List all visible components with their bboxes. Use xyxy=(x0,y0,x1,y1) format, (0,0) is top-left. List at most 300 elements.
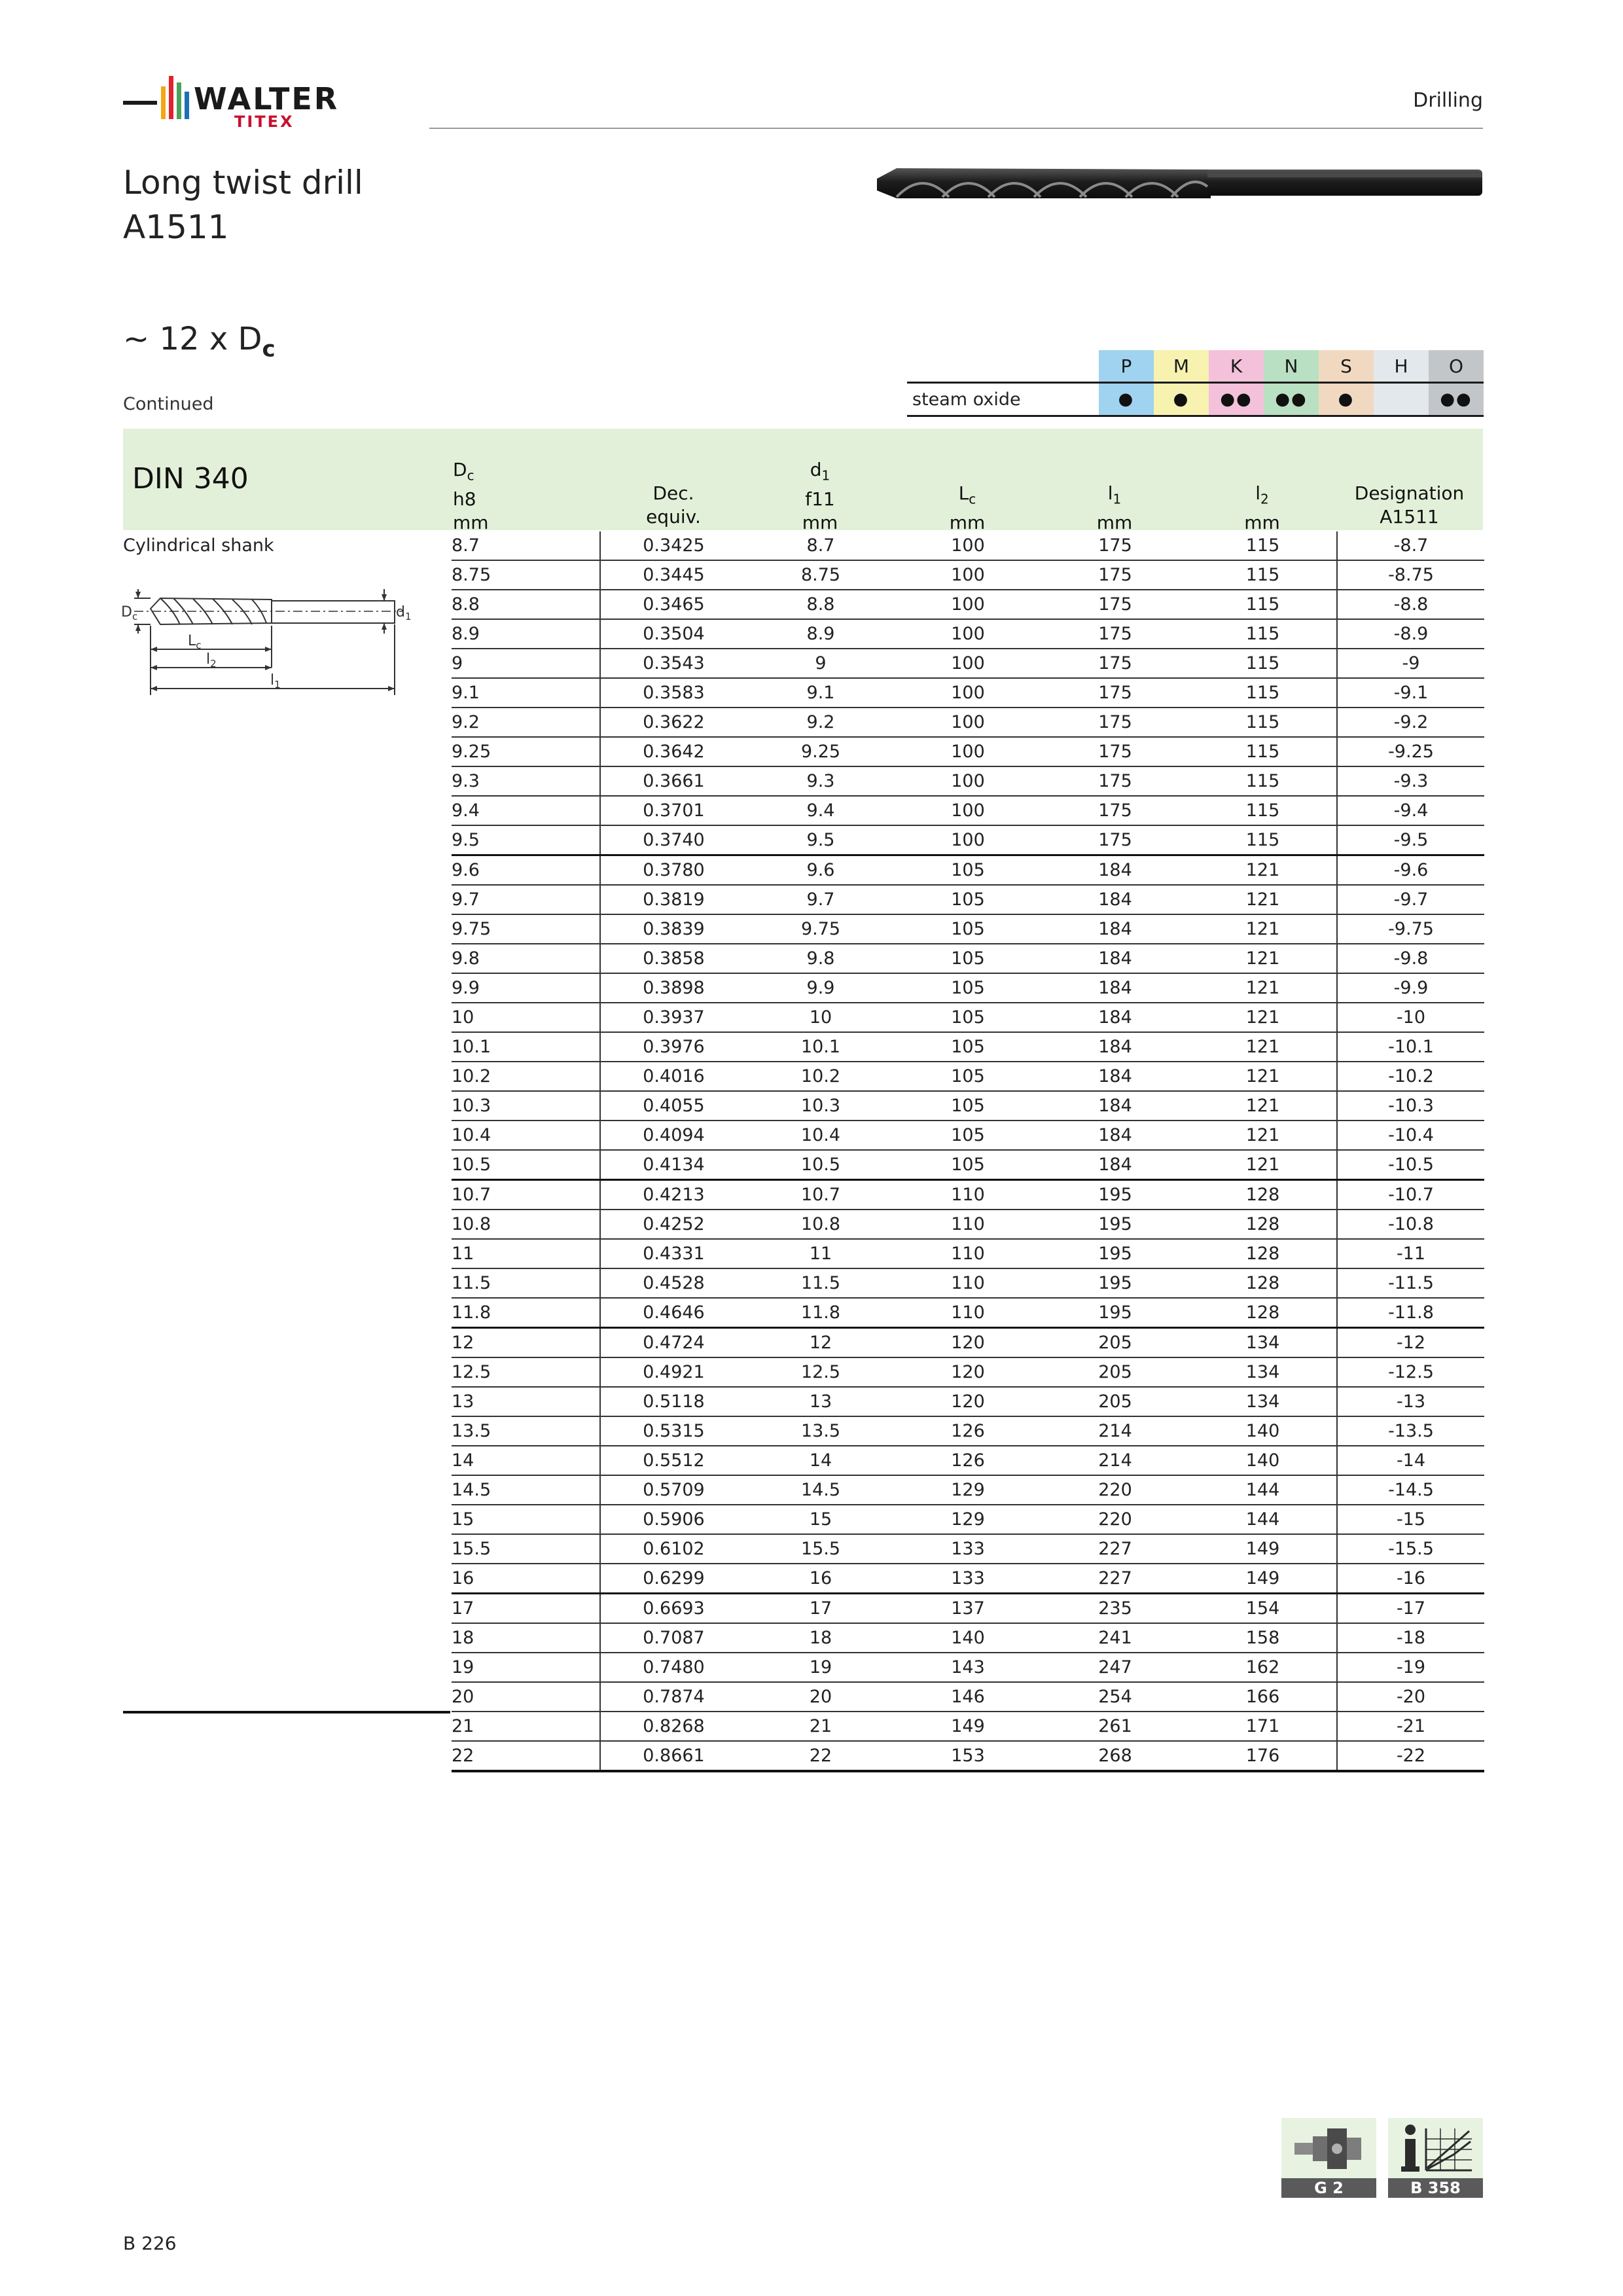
lc-cell: 100 xyxy=(895,590,1041,619)
l2-cell: 121 xyxy=(1189,855,1337,886)
l1-cell: 175 xyxy=(1041,825,1189,855)
dc-cell: 9.3 xyxy=(452,766,600,796)
lc-cell: 110 xyxy=(895,1239,1041,1268)
dc-cell: 9.5 xyxy=(452,825,600,855)
dc-cell: 9.1 xyxy=(452,678,600,708)
designation-cell: -20 xyxy=(1337,1682,1484,1712)
table-row xyxy=(452,737,1484,766)
l1-cell: 175 xyxy=(1041,708,1189,737)
dec-equiv-cell: 0.5512 xyxy=(600,1446,747,1475)
l2-cell: 115 xyxy=(1189,649,1337,678)
l1-cell: 214 xyxy=(1041,1416,1189,1446)
l1-cell: 184 xyxy=(1041,1150,1189,1180)
material-h-header: H xyxy=(1374,350,1429,383)
dec-equiv-cell: 0.7874 xyxy=(600,1682,747,1712)
dec-equiv-cell: 0.3839 xyxy=(600,914,747,944)
designation-cell: -9.9 xyxy=(1337,973,1484,1003)
table-row xyxy=(452,944,1484,973)
l2-cell: 149 xyxy=(1189,1564,1337,1594)
ref-g2[interactable]: G 2 xyxy=(1281,2118,1376,2198)
dc-cell: 14 xyxy=(452,1446,600,1475)
l1-cell: 184 xyxy=(1041,1121,1189,1150)
standard-label: DIN 340 xyxy=(132,462,249,495)
dec-equiv-cell: 0.3425 xyxy=(600,531,747,560)
lc-cell: 105 xyxy=(895,944,1041,973)
d1-cell: 19 xyxy=(747,1653,895,1682)
lc-cell: 100 xyxy=(895,619,1041,649)
l2-cell: 115 xyxy=(1189,531,1337,560)
header-l1: $l_1$ mm xyxy=(1096,482,1133,533)
l2-cell: 115 xyxy=(1189,708,1337,737)
lc-cell: 100 xyxy=(895,649,1041,678)
d1-cell: 15 xyxy=(747,1505,895,1534)
dc-cell: 21 xyxy=(452,1712,600,1741)
l1-cell: 205 xyxy=(1041,1357,1189,1387)
l1-cell: 175 xyxy=(1041,560,1189,590)
designation-cell: -16 xyxy=(1337,1564,1484,1594)
header-l2: $l_2$ mm xyxy=(1244,482,1280,533)
continued-label: Continued xyxy=(123,394,214,414)
dec-equiv-cell: 0.4055 xyxy=(600,1091,747,1121)
d1-cell: 10.2 xyxy=(747,1062,895,1091)
material-s-header: S xyxy=(1319,350,1374,383)
l2-cell: 121 xyxy=(1189,1121,1337,1150)
lc-cell: 100 xyxy=(895,560,1041,590)
designation-cell: -10.2 xyxy=(1337,1062,1484,1091)
d1-cell: 9.3 xyxy=(747,766,895,796)
l1-cell: 268 xyxy=(1041,1741,1189,1771)
l1-cell: 184 xyxy=(1041,1003,1189,1032)
dc-cell: 19 xyxy=(452,1653,600,1682)
dec-equiv-cell: 0.5709 xyxy=(600,1475,747,1505)
l2-cell: 144 xyxy=(1189,1505,1337,1534)
material-n-rating: ●● xyxy=(1264,383,1319,416)
table-row xyxy=(452,1387,1484,1416)
brand-sub: TITEX xyxy=(234,113,294,131)
drill-dimensions-table xyxy=(452,531,1484,1772)
dc-cell: 10.3 xyxy=(452,1091,600,1121)
l1-cell: 175 xyxy=(1041,678,1189,708)
table-row xyxy=(452,1505,1484,1534)
l2-cell: 115 xyxy=(1189,590,1337,619)
l2-cell: 121 xyxy=(1189,973,1337,1003)
designation-cell: -13 xyxy=(1337,1387,1484,1416)
l1-cell: 175 xyxy=(1041,590,1189,619)
material-o-rating: ●● xyxy=(1429,383,1484,416)
designation-cell: -10.1 xyxy=(1337,1032,1484,1062)
diagram-dc-label: $D_c$ xyxy=(121,604,138,622)
section-label: Drilling xyxy=(1413,89,1483,112)
table-row xyxy=(452,1357,1484,1387)
dc-cell: 10.4 xyxy=(452,1121,600,1150)
designation-cell: -9.1 xyxy=(1337,678,1484,708)
table-row xyxy=(452,560,1484,590)
dc-cell: 9.25 xyxy=(452,737,600,766)
lc-cell: 129 xyxy=(895,1475,1041,1505)
dec-equiv-cell: 0.3583 xyxy=(600,678,747,708)
l2-cell: 115 xyxy=(1189,737,1337,766)
header-lc: $L_c$ mm xyxy=(949,482,986,533)
dec-equiv-cell: 0.4331 xyxy=(600,1239,747,1268)
designation-cell: -9.25 xyxy=(1337,737,1484,766)
l1-cell: 205 xyxy=(1041,1328,1189,1358)
dc-cell: 8.75 xyxy=(452,560,600,590)
d1-cell: 8.7 xyxy=(747,531,895,560)
dc-cell: 11.8 xyxy=(452,1298,600,1328)
l1-cell: 254 xyxy=(1041,1682,1189,1712)
dc-cell: 9.4 xyxy=(452,796,600,825)
d1-cell: 13 xyxy=(747,1387,895,1416)
l2-cell: 121 xyxy=(1189,944,1337,973)
dec-equiv-cell: 0.4094 xyxy=(600,1121,747,1150)
designation-cell: -9.4 xyxy=(1337,796,1484,825)
designation-cell: -9.75 xyxy=(1337,914,1484,944)
dc-cell: 10.5 xyxy=(452,1150,600,1180)
designation-cell: -8.75 xyxy=(1337,560,1484,590)
l2-cell: 115 xyxy=(1189,796,1337,825)
dc-cell: 11 xyxy=(452,1239,600,1268)
dc-cell: 10.7 xyxy=(452,1180,600,1210)
table-row xyxy=(452,1150,1484,1180)
dec-equiv-cell: 0.6102 xyxy=(600,1534,747,1564)
dc-cell: 15 xyxy=(452,1505,600,1534)
l2-cell: 140 xyxy=(1189,1416,1337,1446)
dec-equiv-cell: 0.3898 xyxy=(600,973,747,1003)
table-row xyxy=(452,855,1484,886)
designation-cell: -11.5 xyxy=(1337,1268,1484,1298)
l2-cell: 140 xyxy=(1189,1446,1337,1475)
l1-cell: 184 xyxy=(1041,973,1189,1003)
table-row xyxy=(452,1062,1484,1091)
table-row xyxy=(452,531,1484,560)
dec-equiv-cell: 0.3642 xyxy=(600,737,747,766)
d1-cell: 14 xyxy=(747,1446,895,1475)
d1-cell: 13.5 xyxy=(747,1416,895,1446)
diagram-l2-label: $l_2$ xyxy=(206,651,217,670)
dec-equiv-cell: 0.3504 xyxy=(600,619,747,649)
l2-cell: 128 xyxy=(1189,1210,1337,1239)
l2-cell: 171 xyxy=(1189,1712,1337,1741)
designation-cell: -19 xyxy=(1337,1653,1484,1682)
designation-cell: -9.6 xyxy=(1337,855,1484,886)
dec-equiv-cell: 0.4921 xyxy=(600,1357,747,1387)
lc-cell: 133 xyxy=(895,1534,1041,1564)
l2-cell: 134 xyxy=(1189,1387,1337,1416)
dec-equiv-cell: 0.3740 xyxy=(600,825,747,855)
table-row xyxy=(452,649,1484,678)
d1-cell: 8.9 xyxy=(747,619,895,649)
lc-cell: 133 xyxy=(895,1564,1041,1594)
table-row xyxy=(452,1475,1484,1505)
l1-cell: 184 xyxy=(1041,1062,1189,1091)
table-row xyxy=(452,1446,1484,1475)
table-row xyxy=(452,1328,1484,1358)
table-row xyxy=(452,1032,1484,1062)
lc-cell: 100 xyxy=(895,678,1041,708)
dc-cell: 9.6 xyxy=(452,855,600,886)
lc-cell: 110 xyxy=(895,1210,1041,1239)
l1-cell: 184 xyxy=(1041,944,1189,973)
dec-equiv-cell: 0.5118 xyxy=(600,1387,747,1416)
l2-cell: 121 xyxy=(1189,1091,1337,1121)
d1-cell: 10.5 xyxy=(747,1150,895,1180)
l2-cell: 128 xyxy=(1189,1239,1337,1268)
l1-cell: 241 xyxy=(1041,1623,1189,1653)
l2-cell: 134 xyxy=(1189,1328,1337,1358)
dc-cell: 10.1 xyxy=(452,1032,600,1062)
l1-cell: 261 xyxy=(1041,1712,1189,1741)
dec-equiv-cell: 0.3976 xyxy=(600,1032,747,1062)
drill-dimension-diagram xyxy=(121,569,412,700)
l2-cell: 162 xyxy=(1189,1653,1337,1682)
table-row xyxy=(452,1712,1484,1741)
designation-cell: -12 xyxy=(1337,1328,1484,1358)
d1-cell: 8.75 xyxy=(747,560,895,590)
designation-cell: -8.7 xyxy=(1337,531,1484,560)
dc-cell: 9.2 xyxy=(452,708,600,737)
dec-equiv-cell: 0.7087 xyxy=(600,1623,747,1653)
d1-cell: 15.5 xyxy=(747,1534,895,1564)
dec-equiv-cell: 0.6693 xyxy=(600,1594,747,1624)
lc-cell: 105 xyxy=(895,914,1041,944)
l2-cell: 115 xyxy=(1189,766,1337,796)
l1-cell: 184 xyxy=(1041,914,1189,944)
lc-cell: 100 xyxy=(895,766,1041,796)
dc-cell: 18 xyxy=(452,1623,600,1653)
designation-cell: -11 xyxy=(1337,1239,1484,1268)
tool-holder-icon xyxy=(1281,2118,1376,2178)
d1-cell: 11 xyxy=(747,1239,895,1268)
d1-cell: 20 xyxy=(747,1682,895,1712)
lc-cell: 100 xyxy=(895,825,1041,855)
d1-cell: 11.8 xyxy=(747,1298,895,1328)
l2-cell: 121 xyxy=(1189,885,1337,914)
lc-cell: 105 xyxy=(895,1150,1041,1180)
designation-cell: -9.2 xyxy=(1337,708,1484,737)
dc-cell: 12 xyxy=(452,1328,600,1358)
l1-cell: 227 xyxy=(1041,1534,1189,1564)
d1-cell: 9.9 xyxy=(747,973,895,1003)
table-row xyxy=(452,973,1484,1003)
designation-cell: -21 xyxy=(1337,1712,1484,1741)
l1-cell: 175 xyxy=(1041,796,1189,825)
l1-cell: 227 xyxy=(1041,1564,1189,1594)
d1-cell: 10.3 xyxy=(747,1091,895,1121)
d1-cell: 9.25 xyxy=(747,737,895,766)
dec-equiv-cell: 0.4646 xyxy=(600,1298,747,1328)
table-row xyxy=(452,796,1484,825)
l2-cell: 166 xyxy=(1189,1682,1337,1712)
dec-equiv-cell: 0.5315 xyxy=(600,1416,747,1446)
l2-cell: 149 xyxy=(1189,1534,1337,1564)
l1-cell: 220 xyxy=(1041,1475,1189,1505)
l1-cell: 195 xyxy=(1041,1268,1189,1298)
d1-cell: 11.5 xyxy=(747,1268,895,1298)
table-row xyxy=(452,766,1484,796)
d1-cell: 17 xyxy=(747,1594,895,1624)
dec-equiv-cell: 0.3661 xyxy=(600,766,747,796)
lc-cell: 143 xyxy=(895,1653,1041,1682)
header-designation: Designation A1511 xyxy=(1354,482,1465,528)
dec-equiv-cell: 0.3701 xyxy=(600,796,747,825)
designation-cell: -8.9 xyxy=(1337,619,1484,649)
table-row xyxy=(452,1623,1484,1653)
dc-cell: 9.75 xyxy=(452,914,600,944)
table-row xyxy=(452,1416,1484,1446)
lc-cell: 120 xyxy=(895,1357,1041,1387)
table-row xyxy=(452,1298,1484,1328)
table-row xyxy=(452,1564,1484,1594)
table-row xyxy=(452,708,1484,737)
l2-cell: 144 xyxy=(1189,1475,1337,1505)
d1-cell: 14.5 xyxy=(747,1475,895,1505)
designation-cell: -10.4 xyxy=(1337,1121,1484,1150)
page-number: B 226 xyxy=(123,2233,177,2254)
table-row xyxy=(452,1210,1484,1239)
designation-cell: -18 xyxy=(1337,1623,1484,1653)
l1-cell: 175 xyxy=(1041,766,1189,796)
d1-cell: 9.75 xyxy=(747,914,895,944)
lc-cell: 110 xyxy=(895,1180,1041,1210)
lc-cell: 110 xyxy=(895,1268,1041,1298)
table-bottom-rule xyxy=(123,1711,450,1713)
dc-cell: 9.9 xyxy=(452,973,600,1003)
l2-cell: 121 xyxy=(1189,1032,1337,1062)
d1-cell: 12 xyxy=(747,1328,895,1358)
lc-cell: 126 xyxy=(895,1416,1041,1446)
info-chart-icon xyxy=(1388,2118,1483,2178)
l1-cell: 184 xyxy=(1041,1091,1189,1121)
dc-cell: 9 xyxy=(452,649,600,678)
l2-cell: 115 xyxy=(1189,560,1337,590)
d1-cell: 9.5 xyxy=(747,825,895,855)
table-row xyxy=(452,1534,1484,1564)
material-p-header: P xyxy=(1099,350,1154,383)
d1-cell: 21 xyxy=(747,1712,895,1741)
header-dc: $D_c$ h8 mm xyxy=(453,459,489,533)
brand-main: WALTER xyxy=(194,81,340,117)
l2-cell: 128 xyxy=(1189,1268,1337,1298)
table-row xyxy=(452,1268,1484,1298)
d1-cell: 9.8 xyxy=(747,944,895,973)
table-row xyxy=(452,1741,1484,1771)
product-code: A1511 xyxy=(123,208,229,246)
header-rule xyxy=(429,128,1483,129)
table-row xyxy=(452,825,1484,855)
dec-equiv-cell: 0.5906 xyxy=(600,1505,747,1534)
dec-equiv-cell: 0.4213 xyxy=(600,1180,747,1210)
lc-cell: 100 xyxy=(895,531,1041,560)
dec-equiv-cell: 0.3858 xyxy=(600,944,747,973)
designation-cell: -8.8 xyxy=(1337,590,1484,619)
designation-cell: -10 xyxy=(1337,1003,1484,1032)
designation-cell: -10.3 xyxy=(1337,1091,1484,1121)
l1-cell: 214 xyxy=(1041,1446,1189,1475)
l1-cell: 195 xyxy=(1041,1210,1189,1239)
designation-cell: -9.5 xyxy=(1337,825,1484,855)
l2-cell: 176 xyxy=(1189,1741,1337,1771)
material-m-header: M xyxy=(1154,350,1209,383)
dc-cell: 11.5 xyxy=(452,1268,600,1298)
designation-cell: -9.8 xyxy=(1337,944,1484,973)
material-grid xyxy=(907,350,1484,417)
length-ratio: ~ 12 x $D_c$ xyxy=(123,321,276,363)
lc-cell: 120 xyxy=(895,1387,1041,1416)
diagram-l1-label: $l_1$ xyxy=(270,672,281,691)
l1-cell: 220 xyxy=(1041,1505,1189,1534)
dc-cell: 10 xyxy=(452,1003,600,1032)
l2-cell: 121 xyxy=(1189,1003,1337,1032)
designation-cell: -22 xyxy=(1337,1741,1484,1771)
designation-cell: -11.8 xyxy=(1337,1298,1484,1328)
dec-equiv-cell: 0.4724 xyxy=(600,1328,747,1358)
material-h-rating xyxy=(1374,383,1429,416)
lc-cell: 105 xyxy=(895,1091,1041,1121)
dc-cell: 17 xyxy=(452,1594,600,1624)
lc-cell: 146 xyxy=(895,1682,1041,1712)
ref-b358[interactable]: B 358 xyxy=(1388,2118,1483,2198)
l2-cell: 128 xyxy=(1189,1298,1337,1328)
designation-cell: -9.7 xyxy=(1337,885,1484,914)
drill-image xyxy=(870,160,1486,206)
d1-cell: 9.4 xyxy=(747,796,895,825)
d1-cell: 9.2 xyxy=(747,708,895,737)
designation-cell: -13.5 xyxy=(1337,1416,1484,1446)
designation-cell: -10.8 xyxy=(1337,1210,1484,1239)
l2-cell: 121 xyxy=(1189,1062,1337,1091)
header-d1: $d_1$ f11 mm xyxy=(802,459,838,533)
lc-cell: 105 xyxy=(895,885,1041,914)
l1-cell: 184 xyxy=(1041,855,1189,886)
table-row xyxy=(452,1091,1484,1121)
d1-cell: 18 xyxy=(747,1623,895,1653)
l2-cell: 158 xyxy=(1189,1623,1337,1653)
dec-equiv-cell: 0.7480 xyxy=(600,1653,747,1682)
material-k-header: K xyxy=(1209,350,1264,383)
lc-cell: 100 xyxy=(895,737,1041,766)
l1-cell: 235 xyxy=(1041,1594,1189,1624)
lc-cell: 105 xyxy=(895,855,1041,886)
material-p-rating: ● xyxy=(1099,383,1154,416)
header-dec-equiv: Dec. equiv. xyxy=(646,482,701,528)
l1-cell: 184 xyxy=(1041,885,1189,914)
material-s-rating: ● xyxy=(1319,383,1374,416)
lc-cell: 120 xyxy=(895,1328,1041,1358)
dc-cell: 8.8 xyxy=(452,590,600,619)
dc-cell: 8.9 xyxy=(452,619,600,649)
d1-cell: 10.1 xyxy=(747,1032,895,1062)
material-n-header: N xyxy=(1264,350,1319,383)
dec-equiv-cell: 0.3622 xyxy=(600,708,747,737)
d1-cell: 9.1 xyxy=(747,678,895,708)
l1-cell: 205 xyxy=(1041,1387,1189,1416)
table-row xyxy=(452,1180,1484,1210)
table-row xyxy=(452,1003,1484,1032)
designation-cell: -17 xyxy=(1337,1594,1484,1624)
material-o-header: O xyxy=(1429,350,1484,383)
l2-cell: 128 xyxy=(1189,1180,1337,1210)
table-row xyxy=(452,1682,1484,1712)
dc-cell: 10.2 xyxy=(452,1062,600,1091)
table-row xyxy=(452,1653,1484,1682)
d1-cell: 10.4 xyxy=(747,1121,895,1150)
l2-cell: 134 xyxy=(1189,1357,1337,1387)
dec-equiv-cell: 0.3937 xyxy=(600,1003,747,1032)
dc-cell: 14.5 xyxy=(452,1475,600,1505)
coating-label: steam oxide xyxy=(907,383,1099,416)
d1-cell: 22 xyxy=(747,1741,895,1771)
material-k-rating: ●● xyxy=(1209,383,1264,416)
